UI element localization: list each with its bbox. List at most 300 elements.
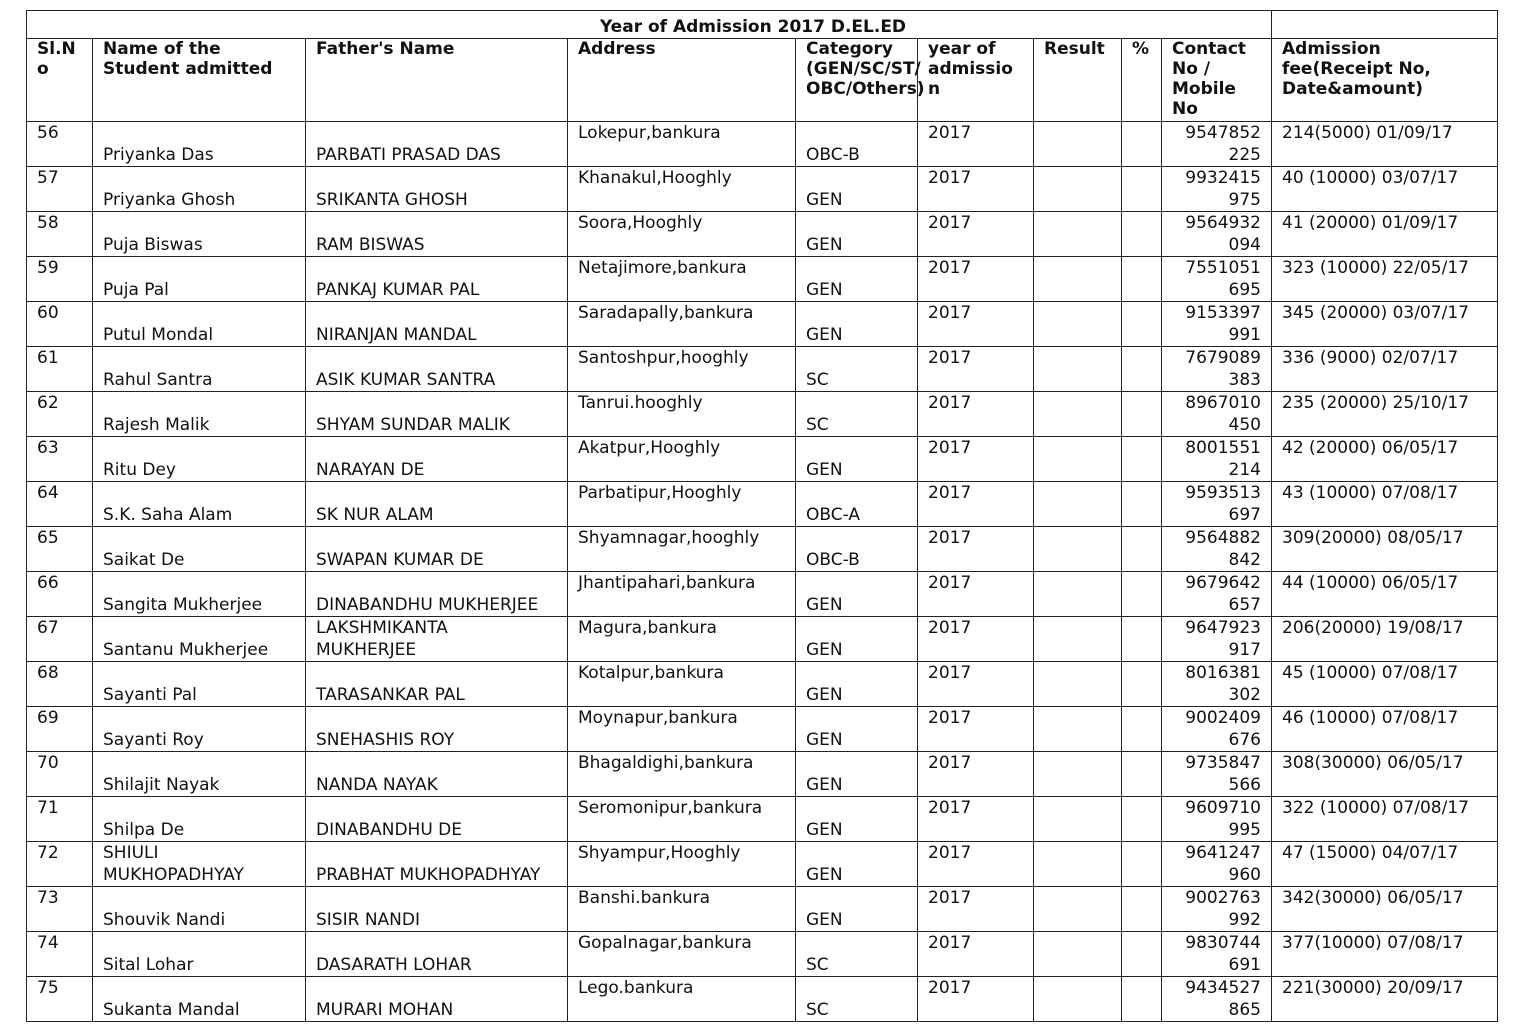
- cell-address: Soora,Hooghly: [578, 213, 703, 233]
- cell-contact-container: [1162, 662, 1272, 707]
- cell-admission-fee-container: [1272, 527, 1498, 572]
- cell-contact: 9647923 917: [1185, 618, 1261, 660]
- cell-category-container: [796, 932, 918, 977]
- cell-slno-container: [27, 572, 93, 617]
- cell-admission-fee: 47 (15000) 04/07/17: [1282, 843, 1459, 863]
- header-contact-cell: [1162, 39, 1272, 122]
- table-row: [27, 887, 1498, 932]
- cell-category: OBC-B: [806, 145, 860, 165]
- header-category: Category (GEN/SC/ST/ OBC/Others): [806, 39, 925, 99]
- cell-address-container: [568, 887, 796, 932]
- cell-category: SC: [806, 415, 829, 435]
- cell-student-name-container: [93, 932, 306, 977]
- cell-student-name-container: [93, 617, 306, 662]
- cell-category-container: [796, 257, 918, 302]
- cell-result-container: [1034, 572, 1122, 617]
- cell-year-container: [918, 617, 1034, 662]
- cell-slno-container: [27, 707, 93, 752]
- cell-admission-fee-container: [1272, 572, 1498, 617]
- cell-student-name: SHIULI MUKHOPADHYAY: [103, 843, 244, 885]
- header-category-cell: [796, 39, 925, 122]
- header-percent: %: [1132, 39, 1150, 59]
- cell-category: SC: [806, 955, 829, 975]
- cell-year-container: [918, 212, 1034, 257]
- cell-category: SC: [806, 1000, 829, 1020]
- cell-father-name-container: [306, 617, 568, 662]
- cell-address-container: [568, 437, 796, 482]
- cell-slno-container: [27, 302, 93, 347]
- cell-slno: 68: [37, 663, 59, 683]
- cell-admission-fee: 235 (20000) 25/10/17: [1282, 393, 1469, 413]
- cell-result-container: [1034, 662, 1122, 707]
- cell-result-container: [1034, 752, 1122, 797]
- cell-year-container: [918, 662, 1034, 707]
- cell-contact-container: [1162, 347, 1272, 392]
- cell-slno: 74: [37, 933, 59, 953]
- cell-category-container: [796, 437, 918, 482]
- cell-father-name: DASARATH LOHAR: [316, 955, 472, 975]
- cell-address: Gopalnagar,bankura: [578, 933, 752, 953]
- cell-year: 2017: [928, 618, 972, 638]
- cell-category: GEN: [806, 865, 843, 885]
- cell-category: GEN: [806, 730, 843, 750]
- cell-father-name: MURARI MOHAN: [316, 1000, 454, 1020]
- cell-father-name-container: [306, 212, 568, 257]
- cell-father-name: SNEHASHIS ROY: [316, 730, 455, 750]
- cell-student-name-container: [93, 707, 306, 752]
- cell-address: Moynapur,bankura: [578, 708, 738, 728]
- cell-contact: 9609710 995: [1185, 798, 1261, 840]
- cell-contact: 9564932 094: [1185, 213, 1261, 255]
- cell-slno: 70: [37, 753, 59, 773]
- cell-category-container: [796, 617, 918, 662]
- cell-slno: 69: [37, 708, 59, 728]
- cell-admission-fee: 40 (10000) 03/07/17: [1282, 168, 1459, 188]
- cell-category-container: [796, 977, 918, 1022]
- cell-slno-container: [27, 212, 93, 257]
- cell-father-name: NIRANJAN MANDAL: [316, 325, 477, 345]
- cell-address-container: [568, 392, 796, 437]
- header-address: Address: [578, 39, 656, 59]
- cell-year-container: [918, 842, 1034, 887]
- cell-contact: 9434527 865: [1185, 978, 1261, 1020]
- cell-result-container: [1034, 347, 1122, 392]
- cell-student-name-container: [93, 527, 306, 572]
- cell-result-container: [1034, 887, 1122, 932]
- cell-category-container: [796, 887, 918, 932]
- cell-result-container: [1034, 212, 1122, 257]
- cell-year: 2017: [928, 573, 972, 593]
- cell-percent-container: [1122, 707, 1162, 752]
- cell-category: GEN: [806, 595, 843, 615]
- cell-slno-container: [27, 392, 93, 437]
- cell-slno: 64: [37, 483, 59, 503]
- table-row: [27, 707, 1498, 752]
- header-row: [27, 39, 1498, 122]
- cell-student-name: Shilajit Nayak: [103, 775, 220, 795]
- table-row: [27, 167, 1498, 212]
- cell-father-name: TARASANKAR PAL: [316, 685, 465, 705]
- cell-student-name-container: [93, 122, 306, 167]
- cell-student-name: Puja Biswas: [103, 235, 203, 255]
- cell-percent-container: [1122, 572, 1162, 617]
- cell-admission-fee: 345 (20000) 03/07/17: [1282, 303, 1469, 323]
- cell-slno-container: [27, 842, 93, 887]
- cell-student-name: Sital Lohar: [103, 955, 194, 975]
- cell-year-container: [918, 977, 1034, 1022]
- cell-category: OBC-A: [806, 505, 861, 525]
- cell-category-container: [796, 662, 918, 707]
- cell-contact-container: [1162, 617, 1272, 662]
- cell-slno: 73: [37, 888, 59, 908]
- cell-percent-container: [1122, 482, 1162, 527]
- cell-father-name-container: [306, 662, 568, 707]
- cell-student-name: Sukanta Mandal: [103, 1000, 240, 1020]
- cell-contact-container: [1162, 797, 1272, 842]
- cell-percent-container: [1122, 662, 1162, 707]
- table-row: [27, 482, 1498, 527]
- cell-admission-fee-container: [1272, 437, 1498, 482]
- cell-year-container: [918, 482, 1034, 527]
- cell-result-container: [1034, 302, 1122, 347]
- cell-student-name-container: [93, 302, 306, 347]
- cell-contact-container: [1162, 482, 1272, 527]
- cell-slno-container: [27, 617, 93, 662]
- cell-percent-container: [1122, 437, 1162, 482]
- cell-contact: 8016381 302: [1185, 663, 1261, 705]
- cell-slno: 57: [37, 168, 59, 188]
- cell-father-name: DINABANDHU DE: [316, 820, 463, 840]
- cell-slno-container: [27, 122, 93, 167]
- cell-father-name-container: [306, 572, 568, 617]
- cell-father-name-container: [306, 257, 568, 302]
- cell-slno-container: [27, 482, 93, 527]
- cell-father-name: RAM BISWAS: [316, 235, 425, 255]
- header-address-cell: [568, 39, 796, 122]
- cell-address-container: [568, 617, 796, 662]
- cell-percent-container: [1122, 932, 1162, 977]
- cell-address: Parbatipur,Hooghly: [578, 483, 742, 503]
- cell-category-container: [796, 167, 918, 212]
- cell-admission-fee-container: [1272, 752, 1498, 797]
- cell-contact-container: [1162, 167, 1272, 212]
- cell-father-name-container: [306, 167, 568, 212]
- cell-percent-container: [1122, 842, 1162, 887]
- cell-category: SC: [806, 370, 829, 390]
- cell-admission-fee-container: [1272, 887, 1498, 932]
- cell-father-name-container: [306, 302, 568, 347]
- table-row: [27, 617, 1498, 662]
- cell-contact-container: [1162, 977, 1272, 1022]
- cell-address: Lego.bankura: [578, 978, 694, 998]
- cell-year: 2017: [928, 528, 972, 548]
- cell-category-container: [796, 347, 918, 392]
- cell-address-container: [568, 977, 796, 1022]
- cell-year-container: [918, 347, 1034, 392]
- cell-address-container: [568, 572, 796, 617]
- cell-admission-fee: 221(30000) 20/09/17: [1282, 978, 1464, 998]
- cell-year-container: [918, 797, 1034, 842]
- cell-contact: 7551051 695: [1185, 258, 1261, 300]
- table-row: [27, 392, 1498, 437]
- cell-year-container: [918, 392, 1034, 437]
- cell-contact-container: [1162, 572, 1272, 617]
- cell-admission-fee: 44 (10000) 06/05/17: [1282, 573, 1459, 593]
- cell-slno: 67: [37, 618, 59, 638]
- cell-year-container: [918, 437, 1034, 482]
- cell-result-container: [1034, 977, 1122, 1022]
- header-result-cell: [1034, 39, 1122, 122]
- cell-year: 2017: [928, 708, 972, 728]
- cell-year: 2017: [928, 933, 972, 953]
- cell-student-name-container: [93, 797, 306, 842]
- cell-admission-fee-container: [1272, 122, 1498, 167]
- cell-address: Bhagaldighi,bankura: [578, 753, 754, 773]
- cell-slno: 60: [37, 303, 59, 323]
- cell-slno: 66: [37, 573, 59, 593]
- cell-admission-fee-container: [1272, 302, 1498, 347]
- cell-admission-fee-container: [1272, 347, 1498, 392]
- cell-admission-fee: 336 (9000) 02/07/17: [1282, 348, 1459, 368]
- cell-category-container: [796, 482, 918, 527]
- cell-address: Kotalpur,bankura: [578, 663, 724, 683]
- cell-student-name: Shouvik Nandi: [103, 910, 226, 930]
- cell-slno: 75: [37, 978, 59, 998]
- cell-year-container: [918, 122, 1034, 167]
- cell-admission-fee-container: [1272, 932, 1498, 977]
- cell-admission-fee-container: [1272, 797, 1498, 842]
- table-row: [27, 572, 1498, 617]
- cell-father-name-container: [306, 527, 568, 572]
- cell-category-container: [796, 122, 918, 167]
- header-year: year of admissio n: [928, 39, 1013, 99]
- cell-father-name: DINABANDHU MUKHERJEE: [316, 595, 539, 615]
- cell-address-container: [568, 797, 796, 842]
- cell-category: OBC-B: [806, 550, 860, 570]
- cell-result-container: [1034, 122, 1122, 167]
- header-student-name: Name of the Student admitted: [103, 39, 273, 79]
- cell-father-name-container: [306, 437, 568, 482]
- cell-father-name: PARBATI PRASAD DAS: [316, 145, 501, 165]
- cell-percent-container: [1122, 122, 1162, 167]
- cell-admission-fee: 41 (20000) 01/09/17: [1282, 213, 1459, 233]
- cell-contact: 9641247 960: [1185, 843, 1261, 885]
- cell-contact: 9830744 691: [1185, 933, 1261, 975]
- cell-address-container: [568, 302, 796, 347]
- cell-admission-fee: 45 (10000) 07/08/17: [1282, 663, 1459, 683]
- cell-student-name-container: [93, 212, 306, 257]
- cell-result-container: [1034, 932, 1122, 977]
- header-father-name: Father's Name: [316, 39, 455, 59]
- cell-slno-container: [27, 527, 93, 572]
- cell-contact: 8001551 214: [1185, 438, 1261, 480]
- cell-year-container: [918, 752, 1034, 797]
- cell-address: Banshi.bankura: [578, 888, 711, 908]
- cell-admission-fee-container: [1272, 257, 1498, 302]
- cell-percent-container: [1122, 167, 1162, 212]
- cell-percent-container: [1122, 212, 1162, 257]
- cell-year-container: [918, 707, 1034, 752]
- admission-table: [26, 10, 1498, 1022]
- header-name-cell: [93, 39, 306, 122]
- cell-category: GEN: [806, 775, 843, 795]
- cell-student-name-container: [93, 392, 306, 437]
- cell-address-container: [568, 662, 796, 707]
- cell-address: Jhantipahari,bankura: [578, 573, 756, 593]
- cell-slno-container: [27, 887, 93, 932]
- table-row: [27, 257, 1498, 302]
- cell-year-container: [918, 572, 1034, 617]
- cell-category: GEN: [806, 280, 843, 300]
- cell-father-name-container: [306, 797, 568, 842]
- cell-address: Saradapally,bankura: [578, 303, 754, 323]
- header-slno-cell: [27, 39, 93, 122]
- table-row: [27, 527, 1498, 572]
- cell-address: Shyampur,Hooghly: [578, 843, 741, 863]
- cell-student-name-container: [93, 572, 306, 617]
- table-row: [27, 122, 1498, 167]
- cell-admission-fee: 342(30000) 06/05/17: [1282, 888, 1464, 908]
- cell-address-container: [568, 347, 796, 392]
- cell-address-container: [568, 527, 796, 572]
- cell-percent-container: [1122, 977, 1162, 1022]
- cell-percent-container: [1122, 752, 1162, 797]
- cell-address: Tanrui.hooghly: [578, 393, 703, 413]
- cell-year: 2017: [928, 348, 972, 368]
- cell-student-name: Ritu Dey: [103, 460, 176, 480]
- cell-contact: 9564882 842: [1185, 528, 1261, 570]
- cell-address-container: [568, 257, 796, 302]
- cell-category-container: [796, 752, 918, 797]
- cell-percent-container: [1122, 257, 1162, 302]
- cell-year: 2017: [928, 258, 972, 278]
- cell-admission-fee: 309(20000) 08/05/17: [1282, 528, 1464, 548]
- cell-address: Seromonipur,bankura: [578, 798, 763, 818]
- cell-student-name-container: [93, 662, 306, 707]
- cell-contact: 9735847 566: [1185, 753, 1261, 795]
- cell-student-name: S.K. Saha Alam: [103, 505, 233, 525]
- cell-student-name: Rahul Santra: [103, 370, 213, 390]
- cell-result-container: [1034, 707, 1122, 752]
- cell-result-container: [1034, 527, 1122, 572]
- cell-slno: 63: [37, 438, 59, 458]
- cell-slno-container: [27, 797, 93, 842]
- cell-admission-fee-container: [1272, 662, 1498, 707]
- cell-father-name-container: [306, 977, 568, 1022]
- cell-category: GEN: [806, 460, 843, 480]
- cell-year: 2017: [928, 663, 972, 683]
- cell-father-name-container: [306, 347, 568, 392]
- cell-year: 2017: [928, 303, 972, 323]
- cell-result-container: [1034, 167, 1122, 212]
- cell-year: 2017: [928, 123, 972, 143]
- cell-category-container: [796, 842, 918, 887]
- cell-address: Khanakul,Hooghly: [578, 168, 732, 188]
- cell-student-name: Priyanka Das: [103, 145, 214, 165]
- cell-address: Shyamnagar,hooghly: [578, 528, 760, 548]
- cell-admission-fee-container: [1272, 617, 1498, 662]
- table-row: [27, 842, 1498, 887]
- cell-slno-container: [27, 932, 93, 977]
- cell-category: GEN: [806, 190, 843, 210]
- cell-year: 2017: [928, 168, 972, 188]
- cell-slno: 56: [37, 123, 59, 143]
- table-row: [27, 752, 1498, 797]
- table-row: [27, 347, 1498, 392]
- cell-slno-container: [27, 347, 93, 392]
- title-row: [27, 11, 1498, 39]
- cell-father-name: SWAPAN KUMAR DE: [316, 550, 484, 570]
- cell-address: Lokepur,bankura: [578, 123, 721, 143]
- cell-year-container: [918, 302, 1034, 347]
- cell-year-container: [918, 527, 1034, 572]
- cell-student-name: Shilpa De: [103, 820, 185, 840]
- cell-contact-container: [1162, 392, 1272, 437]
- cell-year-container: [918, 257, 1034, 302]
- cell-father-name: SHYAM SUNDAR MALIK: [316, 415, 510, 435]
- cell-category: GEN: [806, 820, 843, 840]
- table-row: [27, 932, 1498, 977]
- cell-father-name-container: [306, 482, 568, 527]
- cell-father-name: PRABHAT MUKHOPADHYAY: [316, 865, 541, 885]
- cell-student-name-container: [93, 482, 306, 527]
- cell-percent-container: [1122, 527, 1162, 572]
- cell-address-container: [568, 842, 796, 887]
- cell-percent-container: [1122, 302, 1162, 347]
- cell-address: Netajimore,bankura: [578, 258, 747, 278]
- cell-year-container: [918, 932, 1034, 977]
- cell-student-name-container: [93, 437, 306, 482]
- cell-year: 2017: [928, 978, 972, 998]
- header-percent-cell: [1122, 39, 1162, 122]
- cell-slno: 72: [37, 843, 59, 863]
- header-contact: Contact No / Mobile No: [1172, 39, 1247, 119]
- table-row: [27, 302, 1498, 347]
- cell-year-container: [918, 167, 1034, 212]
- cell-year: 2017: [928, 888, 972, 908]
- document-title: Year of Admission 2017 D.EL.ED: [599, 17, 907, 37]
- header-slno: Sl.N o: [37, 39, 76, 79]
- cell-slno-container: [27, 257, 93, 302]
- cell-slno: 59: [37, 258, 59, 278]
- cell-father-name: LAKSHMIKANTA MUKHERJEE: [316, 618, 448, 660]
- cell-contact-container: [1162, 842, 1272, 887]
- cell-slno: 71: [37, 798, 59, 818]
- cell-category-container: [796, 212, 918, 257]
- cell-percent-container: [1122, 617, 1162, 662]
- cell-contact-container: [1162, 302, 1272, 347]
- cell-student-name: Sayanti Roy: [103, 730, 204, 750]
- cell-student-name-container: [93, 752, 306, 797]
- cell-father-name-container: [306, 932, 568, 977]
- cell-student-name: Rajesh Malik: [103, 415, 210, 435]
- cell-admission-fee: 323 (10000) 22/05/17: [1282, 258, 1469, 278]
- title-cell: [27, 11, 1272, 39]
- cell-percent-container: [1122, 797, 1162, 842]
- cell-address: Magura,bankura: [578, 618, 717, 638]
- cell-contact-container: [1162, 887, 1272, 932]
- cell-category-container: [796, 707, 918, 752]
- cell-contact-container: [1162, 437, 1272, 482]
- cell-category: GEN: [806, 640, 843, 660]
- cell-father-name: SK NUR ALAM: [316, 505, 434, 525]
- cell-result-container: [1034, 482, 1122, 527]
- cell-result-container: [1034, 797, 1122, 842]
- table-row: [27, 797, 1498, 842]
- cell-slno: 61: [37, 348, 59, 368]
- cell-contact: 9932415 975: [1185, 168, 1261, 210]
- table-row: [27, 212, 1498, 257]
